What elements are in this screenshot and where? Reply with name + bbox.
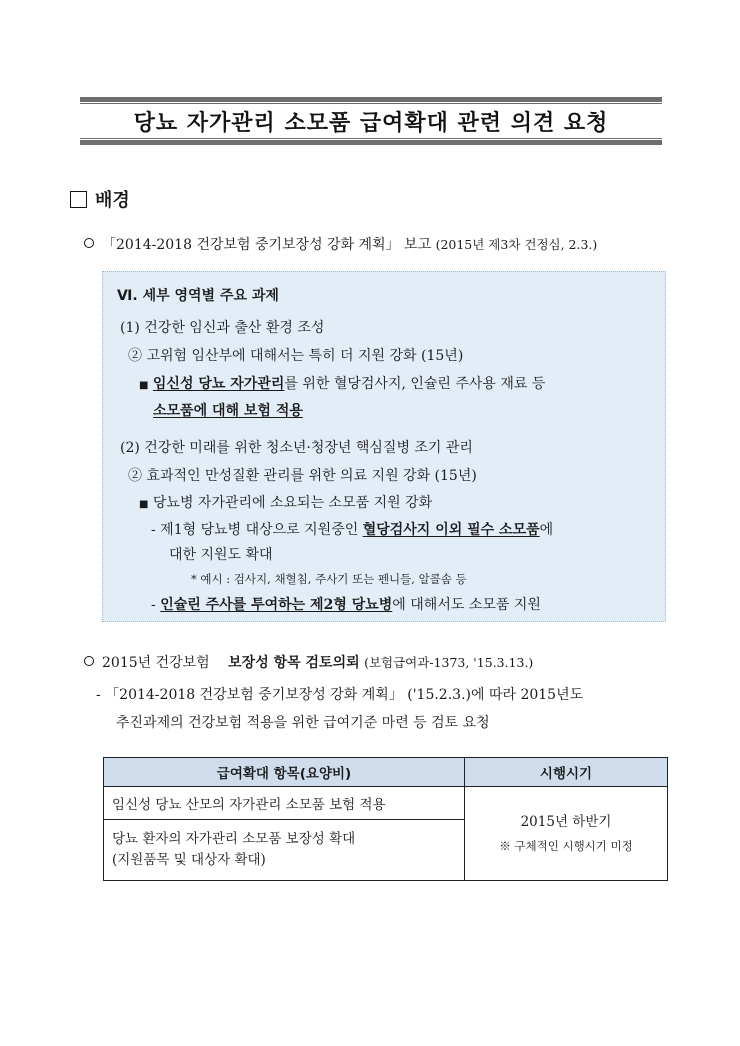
quote-s2-dash2-a: - (151, 597, 161, 613)
quote-s2-example: * 예시 : 검사지, 채혈침, 주사기 또는 펜니들, 알콜솜 등 (191, 572, 467, 586)
table-cell-item (104, 820, 465, 881)
table-cell-line: 당뇨 환자의 자가관리 소모품 보장성 확대 (112, 831, 356, 847)
circle-bullet-icon (84, 656, 94, 666)
square-bullet-icon: ■ (139, 499, 149, 510)
table-cell-timing (465, 787, 668, 881)
quote-s2-dash2-b: 인슐린 주사를 투여하는 제2형 당뇨병 (160, 597, 393, 613)
item1-note: (2015년 제3차 건정심, 2.3.) (435, 237, 598, 252)
item2-bold: 보장성 항목 검토의뢰 (228, 655, 360, 671)
quote-s2-dash1-d: 대한 지원도 확대 (169, 547, 273, 563)
quote-s2-dash2-c: 에 대해서도 소모품 지원 (392, 597, 541, 613)
checkbox-icon (70, 191, 87, 208)
item2-note: (보험급여과-1373, '15.3.13.) (364, 655, 534, 670)
section-title: 배경 (95, 190, 130, 211)
table-cell-line: (지원품목 및 대상자 확대) (112, 852, 266, 868)
table-header-item: 급여확대 항목(요양비) (104, 758, 465, 787)
quote-s2-dash1-c: 에 (539, 522, 554, 538)
timing-note: ※ 구체적인 시행시기 미정 (499, 838, 633, 853)
quote-heading: Ⅵ. 세부 영역별 주요 과제 (117, 288, 279, 304)
section-heading (70, 186, 130, 212)
review-table (103, 757, 668, 881)
item2-dash: - 「2014-2018 건강보험 중기보장성 강화 계획」 ('15.2.3.)에 따라 2015년도 (96, 687, 584, 703)
quote-s1: (1) 건강한 임신과 출산 환경 조성 (120, 320, 325, 336)
item2-dash2: 추진과제의 건강보험 적용을 위한 급여기준 마련 등 검토 요청 (116, 715, 490, 731)
circle-bullet-icon (84, 238, 94, 248)
quote-s2-dash1-b: 혈당검사지 이외 필수 소모품 (362, 522, 540, 538)
quote-box (102, 271, 666, 622)
quote-s1-sub: ② 고위험 임산부에 대해서는 특히 더 지원 강화 (15년) (128, 348, 464, 364)
table-header-timing: 시행시기 (465, 758, 668, 787)
quote-s1-bullet-b: 를 위한 혈당검사지, 인슐린 주사용 재료 등 (284, 376, 546, 392)
page-title: 당뇨 자가관리 소모품 급여확대 관련 의견 요청 (133, 110, 609, 136)
quote-s2-dash2 (151, 594, 541, 614)
item1-text: 「2014-2018 건강보험 중기보장성 강화 계획」 보고 (102, 237, 432, 253)
quote-s2-dash1-a: - 제1형 당뇨병 대상으로 지원중인 (151, 522, 363, 538)
background-item-2 (84, 652, 533, 672)
title-box (80, 97, 662, 145)
table-cell-item: 임신성 당뇨 산모의 자가관리 소모품 보험 적용 (104, 787, 465, 820)
quote-s2-sub: ② 효과적인 만성질환 관리를 위한 의료 지원 강화 (15년) (128, 468, 477, 484)
table-row (104, 787, 668, 820)
quote-s1-bullet-c: 소모품에 대해 보험 적용 (153, 403, 303, 419)
item2-pre: 2015년 건강보험 (102, 655, 210, 671)
quote-s2-bullet-text: 당뇨병 자가관리에 소요되는 소모품 지원 강화 (152, 495, 433, 511)
quote-s2-bullet (139, 492, 432, 512)
table-header-row (104, 758, 668, 787)
square-bullet-icon: ■ (139, 380, 149, 391)
quote-s2-dash1 (151, 519, 553, 539)
quote-s1-bullet (139, 373, 545, 393)
timing-text: 2015년 하반기 (520, 813, 612, 830)
quote-s1-bullet-a: 임신성 당뇨 자가관리 (152, 376, 285, 392)
background-item-1 (84, 234, 597, 254)
quote-s2: (2) 건강한 미래를 위한 청소년·청장년 핵심질병 조기 관리 (120, 440, 473, 456)
